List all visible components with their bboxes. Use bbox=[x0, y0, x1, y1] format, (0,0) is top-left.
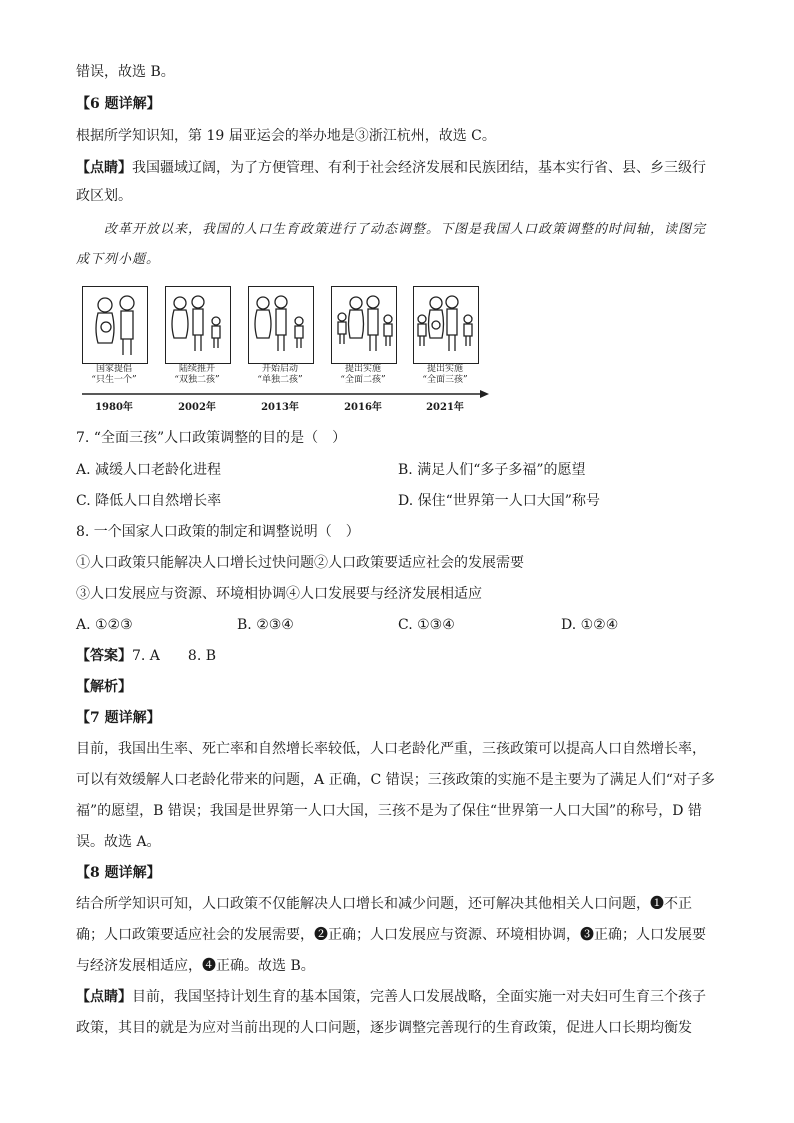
q7-option-b: B. 满足人们“多子多福”的愿望 bbox=[398, 462, 586, 478]
tip-paragraph bbox=[76, 987, 706, 1007]
question-8-stem: 8. 一个国家人口政策的制定和调整说明（ ） bbox=[76, 524, 360, 540]
q7-option-a: A. 减缓人口老龄化进程 bbox=[76, 462, 222, 478]
q8-option-b: B. ②③④ bbox=[237, 617, 294, 633]
timeline-caption: 提出实施 “全面二孩” bbox=[340, 364, 386, 385]
text-line: 与经济发展相适应，❹正确。故选 B。 bbox=[76, 958, 315, 974]
family-illustration-1 bbox=[82, 286, 148, 364]
text-line: 福”的愿望，B 错误；我国是世界第一人口大国，三孩不是为了保住“世界第一人口大国”的称号，D 错 bbox=[76, 803, 702, 819]
text-line: 误。故选 A。 bbox=[76, 834, 161, 850]
tip-paragraph bbox=[76, 158, 706, 178]
section-heading-q8: 【8 题详解】 bbox=[76, 865, 161, 881]
q8-option-d: D. ①②④ bbox=[561, 617, 619, 633]
material-text: 成下列小题。 bbox=[76, 252, 161, 267]
timeline-caption: 陆续推开 “双独二孩” bbox=[174, 364, 220, 385]
answer-label: 【答案】 bbox=[76, 648, 132, 664]
text-line: 错误，故选 B。 bbox=[76, 64, 175, 80]
timeline-caption: 国家提倡 “只生一个” bbox=[91, 364, 137, 385]
q8-option-c: C. ①③④ bbox=[398, 617, 455, 633]
timeline-year: 2013年 bbox=[261, 402, 299, 413]
q7-option-d: D. 保住“世界第一人口大国”称号 bbox=[398, 493, 600, 509]
section-heading-q7: 【7 题详解】 bbox=[76, 710, 161, 726]
tip-label: 【点睛】 bbox=[76, 160, 132, 176]
family-illustration-2 bbox=[165, 286, 231, 364]
timeline-year: 2016年 bbox=[344, 402, 382, 413]
question-7-stem: 7. “全面三孩”人口政策调整的目的是（ ） bbox=[76, 430, 347, 446]
text-line: 确；人口政策要适应社会的发展需要，❷正确；人口发展应与资源、环境相协调，❸正确；人口发展要 bbox=[76, 927, 706, 943]
text-line: 根据所学知识知，第 19 届亚运会的举办地是③浙江杭州，故选 C。 bbox=[76, 128, 496, 144]
family-illustration-4 bbox=[331, 286, 397, 364]
q8-option-a: A. ①②③ bbox=[76, 617, 133, 633]
answer-line bbox=[76, 646, 216, 666]
q8-statements: ③人口发展应与资源、环境相协调④人口发展要与经济发展相适应 bbox=[76, 586, 482, 602]
timeline-year: 1980年 bbox=[95, 402, 133, 413]
section-heading-q6: 【6 题详解】 bbox=[76, 96, 161, 112]
tip-label: 【点睛】 bbox=[76, 989, 132, 1005]
family-illustration-3 bbox=[248, 286, 314, 364]
timeline-caption: 开始启动 “单独二孩” bbox=[257, 364, 303, 385]
analysis-heading: 【解析】 bbox=[76, 679, 132, 695]
tip-text: 目前，我国坚持计划生育的基本国策，完善人口发展战略，全面实施一对夫妇可生育三个孩子 bbox=[132, 989, 706, 1005]
timeline-year: 2021年 bbox=[426, 402, 464, 413]
text-line: 目前，我国出生率、死亡率和自然增长率较低，人口老龄化严重，三孩政策可以提高人口自然增长率， bbox=[76, 741, 706, 757]
material-text: 改革开放以来，我国的人口生育政策进行了动态调整。下图是我国人口政策调整的时间轴，读图完 bbox=[104, 222, 707, 237]
q7-option-c: C. 降低人口自然增长率 bbox=[76, 493, 222, 509]
timeline-caption: 提出实施 “全面三孩” bbox=[422, 364, 468, 385]
answer-text: 7. A 8. B bbox=[132, 648, 217, 664]
text-line: 可以有效缓解人口老龄化带来的问题，A 正确，C 错误；三孩政策的实施不是主要为了满足人们“对子多 bbox=[76, 772, 715, 788]
text-line: 政区划。 bbox=[76, 188, 132, 204]
tip-text: 我国疆域辽阔，为了方便管理、有利于社会经济发展和民族团结，基本实行省、县、乡三级行 bbox=[132, 160, 706, 176]
text-line: 政策，其目的就是为应对当前出现的人口问题，逐步调整完善现行的生育政策，促进人口长期均衡发 bbox=[76, 1020, 692, 1036]
q8-statements: ①人口政策只能解决人口增长过快问题②人口政策要适应社会的发展需要 bbox=[76, 555, 524, 571]
timeline-year: 2002年 bbox=[178, 402, 216, 413]
family-illustration-5 bbox=[413, 286, 479, 364]
text-line: 结合所学知识可知，人口政策不仅能解决人口增长和减少问题，还可解决其他相关人口问题，❶不正 bbox=[76, 896, 692, 912]
